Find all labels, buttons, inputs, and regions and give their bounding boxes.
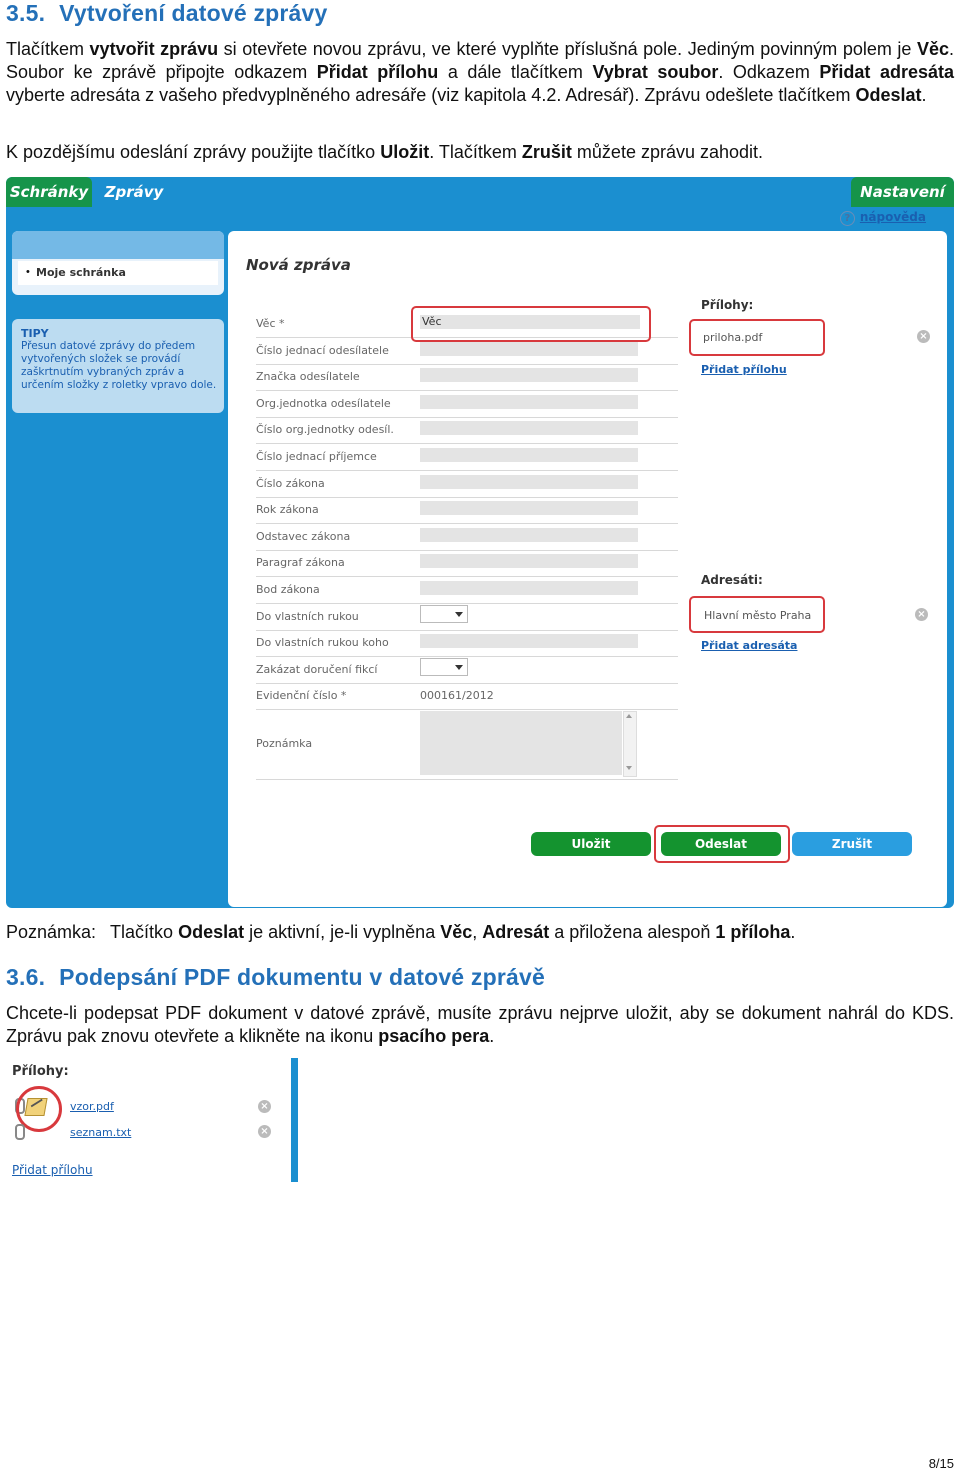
field-label: Rok zákona — [256, 503, 319, 517]
field-input[interactable] — [420, 634, 638, 648]
paragraph-sign: Chcete-li podepsat PDF dokument v datové zprávě, musíte zprávu nejprve uložit, aby se dokument nahrál do KDS. Zprávu pak znovu otevřete a klikněte na ikonu psacího pera. — [6, 1003, 954, 1046]
tab-zpravy[interactable]: Zprávy — [95, 177, 173, 207]
form-row — [256, 657, 678, 684]
form-row — [256, 524, 678, 551]
subject-highlight — [411, 306, 651, 342]
help-link[interactable] — [840, 210, 926, 226]
form-row — [256, 630, 678, 657]
paperclip-icon — [15, 1124, 25, 1140]
field-label: Org.jednotka odesílatele — [256, 396, 391, 410]
tab-schranky[interactable]: Schránky — [6, 177, 92, 207]
form-row — [256, 391, 678, 418]
field-label: Do vlastních rukou koho — [256, 636, 389, 650]
field-label: Zakázat doručení fikcí — [256, 662, 378, 676]
blue-edge — [291, 1058, 298, 1182]
note-label: Poznámka: — [6, 922, 97, 942]
field-label: Značka odesílatele — [256, 370, 360, 384]
attachments-screenshot — [6, 1058, 298, 1182]
field-label: Paragraf zákona — [256, 556, 345, 570]
tips-text: Přesun datové zprávy do předem vytvořených složek se provádí zaškrtnutím vybraných zpráv a určením složky z roletky vpravo dole. — [21, 340, 217, 391]
field-input[interactable] — [420, 475, 638, 489]
scroll-up-icon[interactable] — [626, 714, 632, 718]
save-button[interactable]: Uložit — [531, 832, 651, 856]
attachment-file[interactable]: priloha.pdf — [703, 331, 763, 344]
field-input[interactable]: Věc — [420, 315, 640, 329]
field-input[interactable] — [420, 368, 638, 382]
section-heading-3-5 — [6, 0, 328, 27]
sidebar-item-moje-schranka[interactable] — [18, 261, 218, 285]
paragraph-save: K pozdějšímu odeslání zprávy použijte tlačítko Uložit. Tlačítkem Zrušit můžete zprávu zahodit. — [6, 142, 764, 162]
field-select[interactable] — [420, 605, 468, 623]
note-textarea[interactable] — [420, 711, 622, 775]
form-row — [256, 364, 678, 391]
section-number: 3.6. — [6, 964, 46, 990]
tab-nastaveni[interactable]: Nastavení — [851, 177, 954, 207]
sidebar-heading-band — [12, 231, 224, 259]
tips-title: TIPY — [21, 327, 49, 340]
field-label: Číslo jednací příjemce — [256, 450, 377, 463]
remove-recipient-icon[interactable]: × — [915, 608, 928, 621]
page-number: 8/15 — [928, 1456, 954, 1471]
form-row — [256, 683, 678, 710]
remove-file-icon[interactable]: × — [258, 1100, 271, 1113]
recipients-heading: Adresáti: — [701, 573, 763, 587]
form-row — [256, 417, 678, 444]
file-seznam-txt[interactable]: seznam.txt — [70, 1126, 132, 1139]
attachments-heading: Přílohy: — [12, 1064, 69, 1079]
attachments-heading: Přílohy: — [701, 298, 754, 312]
field-input[interactable] — [420, 421, 638, 435]
field-select[interactable] — [420, 658, 468, 676]
add-attachment-link[interactable]: Přidat přílohu — [12, 1163, 93, 1177]
bullet-icon: • — [26, 266, 30, 278]
form-title: Nová zpráva — [246, 256, 351, 274]
remove-file-icon[interactable]: × — [258, 1125, 271, 1138]
form-row — [256, 604, 678, 631]
field-label: Bod zákona — [256, 583, 320, 596]
section-title: Podepsání PDF dokumentu v datové zprávě — [59, 964, 545, 990]
field-input[interactable] — [420, 554, 638, 568]
field-label: Odstavec zákona — [256, 529, 351, 543]
section-heading-3-6 — [6, 964, 545, 991]
paragraph-intro: Tlačítkem vytvořit zprávu si otevřete novou zprávu, ve které vyplňte příslušná pole. Jediným povinným polem je Věc. Soubor ke zprávě připojte odkazem Přidat přílohu a dále tlačítkem Vybrat soubor. Odkazem Přidat adresáta vyberte adresáta z vašeho předvyplněného adresáře (viz kapitola 4.2. Adresář). Zprávu odešlete tlačítkem Odeslat. — [6, 39, 954, 105]
field-input[interactable] — [420, 395, 638, 409]
field-label: Číslo zákona — [256, 476, 325, 490]
form-row — [256, 577, 678, 604]
new-message-screenshot — [6, 177, 954, 908]
field-input[interactable] — [420, 528, 638, 542]
field-value: 000161/2012 — [420, 689, 494, 703]
form-row — [256, 497, 678, 524]
add-recipient-link[interactable]: Přidat adresáta — [701, 639, 798, 652]
note-row-line — [256, 779, 678, 780]
add-attachment-link[interactable]: Přidat přílohu — [701, 363, 787, 376]
field-label: Číslo org.jednotky odesíl. — [256, 423, 394, 437]
field-input[interactable] — [420, 342, 638, 356]
field-label: Evidenční číslo * — [256, 689, 347, 703]
field-label: Věc * — [256, 317, 285, 330]
help-icon: ? — [840, 211, 855, 226]
recipient-name[interactable]: Hlavní město Praha — [704, 609, 812, 622]
form-row — [256, 444, 678, 471]
field-input[interactable] — [420, 448, 638, 462]
form-row — [256, 550, 678, 577]
field-input[interactable] — [420, 581, 638, 595]
field-label: Číslo jednací odesílatele — [256, 343, 389, 357]
form-row — [256, 471, 678, 498]
remove-attachment-icon[interactable]: × — [917, 330, 930, 343]
tips-panel — [12, 319, 224, 413]
field-label: Do vlastních rukou — [256, 609, 359, 623]
cancel-button[interactable]: Zrušit — [792, 832, 912, 856]
field-input[interactable] — [420, 501, 638, 515]
sidebar-item-label: Moje schránka — [36, 266, 126, 279]
file-vzor-pdf[interactable]: vzor.pdf — [70, 1100, 114, 1113]
field-label: Poznámka — [256, 737, 313, 750]
scroll-down-icon[interactable] — [626, 766, 632, 770]
note-paragraph: Poznámka: Tlačítko Odeslat je aktivní, je-li vyplněna Věc, Adresát a přiložena alespoň 1 příloha. — [6, 922, 796, 942]
send-button[interactable]: Odeslat — [661, 832, 781, 856]
help-label: nápověda — [859, 210, 926, 224]
section-title: Vytvoření datové zprávy — [59, 0, 328, 26]
section-number: 3.5. — [6, 0, 46, 26]
